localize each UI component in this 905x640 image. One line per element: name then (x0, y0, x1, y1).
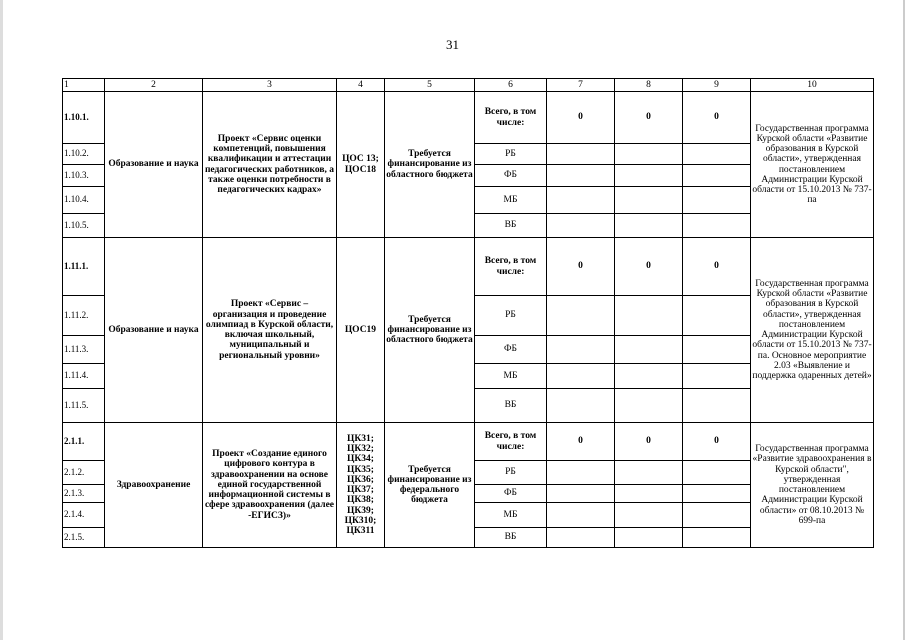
program-cell: Государственная программа Курской области «Развитие образования в Курской области», утвержденная постановлением Администрации Курской области от 15.10.2013 № 737-па (751, 92, 874, 238)
row-code: 1.10.3. (63, 165, 105, 187)
total-label: Всего, в том числе: (475, 423, 547, 461)
empty-cell (615, 461, 683, 485)
financing-cell: Требуется финансирование из федерального бюджета (385, 423, 475, 548)
financing-cell: Требуется финансирование из областного бюджета (385, 92, 475, 238)
indicators-cell: ЦК31; ЦК32; ЦК34; ЦК35; ЦК36; ЦК37; ЦК38; ЦК39; ЦК310; ЦК311 (337, 423, 385, 548)
empty-cell (615, 187, 683, 214)
empty-cell (547, 144, 615, 165)
row-code: 1.11.5. (63, 389, 105, 423)
row-code: 2.1.5. (63, 528, 105, 548)
value-cell: 0 (683, 238, 751, 296)
empty-cell (615, 364, 683, 389)
empty-cell (547, 296, 615, 336)
financing-cell: Требуется финансирование из областного бюджета (385, 238, 475, 423)
empty-cell (683, 528, 751, 548)
empty-cell (547, 503, 615, 528)
source-cell: ФБ (475, 165, 547, 187)
value-cell: 0 (547, 423, 615, 461)
header-cell: 5 (385, 79, 475, 92)
header-cell: 9 (683, 79, 751, 92)
value-cell: 0 (547, 238, 615, 296)
value-cell: 0 (615, 423, 683, 461)
project-cell: Проект «Создание единого цифрового контура в здравоохранении на основе единой государственной информационной системы в сфере здравоохранения (далее -ЕГИСЗ)» (203, 423, 337, 548)
row-code: 1.11.2. (63, 296, 105, 336)
empty-cell (615, 503, 683, 528)
row-code: 1.10.5. (63, 214, 105, 238)
empty-cell (547, 461, 615, 485)
row-code: 1.11.3. (63, 336, 105, 364)
header-cell: 1 (63, 79, 105, 92)
page-number: 31 (446, 37, 459, 52)
value-cell: 0 (683, 423, 751, 461)
header-cell: 10 (751, 79, 874, 92)
empty-cell (683, 389, 751, 423)
empty-cell (547, 364, 615, 389)
empty-cell (615, 485, 683, 503)
empty-cell (547, 528, 615, 548)
source-cell: МБ (475, 503, 547, 528)
source-cell: ВБ (475, 214, 547, 238)
source-cell: РБ (475, 461, 547, 485)
header-cell: 3 (203, 79, 337, 92)
scan-edge-left (0, 0, 3, 640)
source-cell: ФБ (475, 485, 547, 503)
header-cell: 7 (547, 79, 615, 92)
source-cell: МБ (475, 187, 547, 214)
empty-cell (615, 336, 683, 364)
project-cell: Проект «Сервис – организация и проведение олимпиад в Курской области, включая школьный, муниципальный и региональный уровни» (203, 238, 337, 423)
project-cell: Проект «Сервис оценки компетенций, повышения квалификации и аттестации педагогических работников, а также оценки потребности в педагогических кадрах» (203, 92, 337, 238)
row-code: 1.11.1. (63, 238, 105, 296)
row-code: 2.1.1. (63, 423, 105, 461)
empty-cell (683, 144, 751, 165)
area-cell: Образование и наука (105, 238, 203, 423)
empty-cell (683, 296, 751, 336)
source-cell: РБ (475, 144, 547, 165)
source-cell: РБ (475, 296, 547, 336)
row-code: 1.11.4. (63, 364, 105, 389)
row-code: 2.1.2. (63, 461, 105, 485)
program-cell: Государственная программа «Развитие здравоохранения в Курской области", утвержденная постановлением Администрации Курской области» от 08.10.2013 № 699-па (751, 423, 874, 548)
source-cell: МБ (475, 364, 547, 389)
empty-cell (683, 336, 751, 364)
empty-cell (547, 165, 615, 187)
indicators-cell: ЦОС19 (337, 238, 385, 423)
empty-cell (547, 187, 615, 214)
empty-cell (683, 187, 751, 214)
row-code: 1.10.4. (63, 187, 105, 214)
empty-cell (547, 336, 615, 364)
header-cell: 6 (475, 79, 547, 92)
value-cell: 0 (615, 92, 683, 144)
total-label: Всего, в том числе: (475, 238, 547, 296)
empty-cell (683, 503, 751, 528)
empty-cell (547, 485, 615, 503)
row-code: 2.1.4. (63, 503, 105, 528)
table-row (63, 92, 874, 144)
value-cell: 0 (547, 92, 615, 144)
program-cell: Государственная программа Курской области «Развитие образования в Курской области», утвержденная постановлением Администрации Курской области от 15.10.2013 № 737-па. Основное мероприятие 2.03 «Выявление и поддержка одаренных детей» (751, 238, 874, 423)
empty-cell (683, 165, 751, 187)
row-code: 1.10.1. (63, 92, 105, 144)
empty-cell (615, 165, 683, 187)
total-label: Всего, в том числе: (475, 92, 547, 144)
program-table (62, 78, 874, 548)
empty-cell (615, 214, 683, 238)
header-row (63, 79, 874, 92)
empty-cell (547, 214, 615, 238)
source-cell: ВБ (475, 389, 547, 423)
empty-cell (615, 528, 683, 548)
empty-cell (683, 461, 751, 485)
empty-cell (615, 296, 683, 336)
indicators-cell: ЦОС 13; ЦОС18 (337, 92, 385, 238)
empty-cell (615, 389, 683, 423)
value-cell: 0 (615, 238, 683, 296)
empty-cell (683, 485, 751, 503)
source-cell: ФБ (475, 336, 547, 364)
row-code: 1.10.2. (63, 144, 105, 165)
value-cell: 0 (683, 92, 751, 144)
area-cell: Здравоохранение (105, 423, 203, 548)
row-code: 2.1.3. (63, 485, 105, 503)
source-cell: ВБ (475, 528, 547, 548)
empty-cell (683, 214, 751, 238)
empty-cell (683, 364, 751, 389)
header-cell: 4 (337, 79, 385, 92)
empty-cell (547, 389, 615, 423)
area-cell: Образование и наука (105, 92, 203, 238)
table-row (63, 423, 874, 461)
header-cell: 8 (615, 79, 683, 92)
table-row (63, 238, 874, 296)
header-cell: 2 (105, 79, 203, 92)
empty-cell (615, 144, 683, 165)
